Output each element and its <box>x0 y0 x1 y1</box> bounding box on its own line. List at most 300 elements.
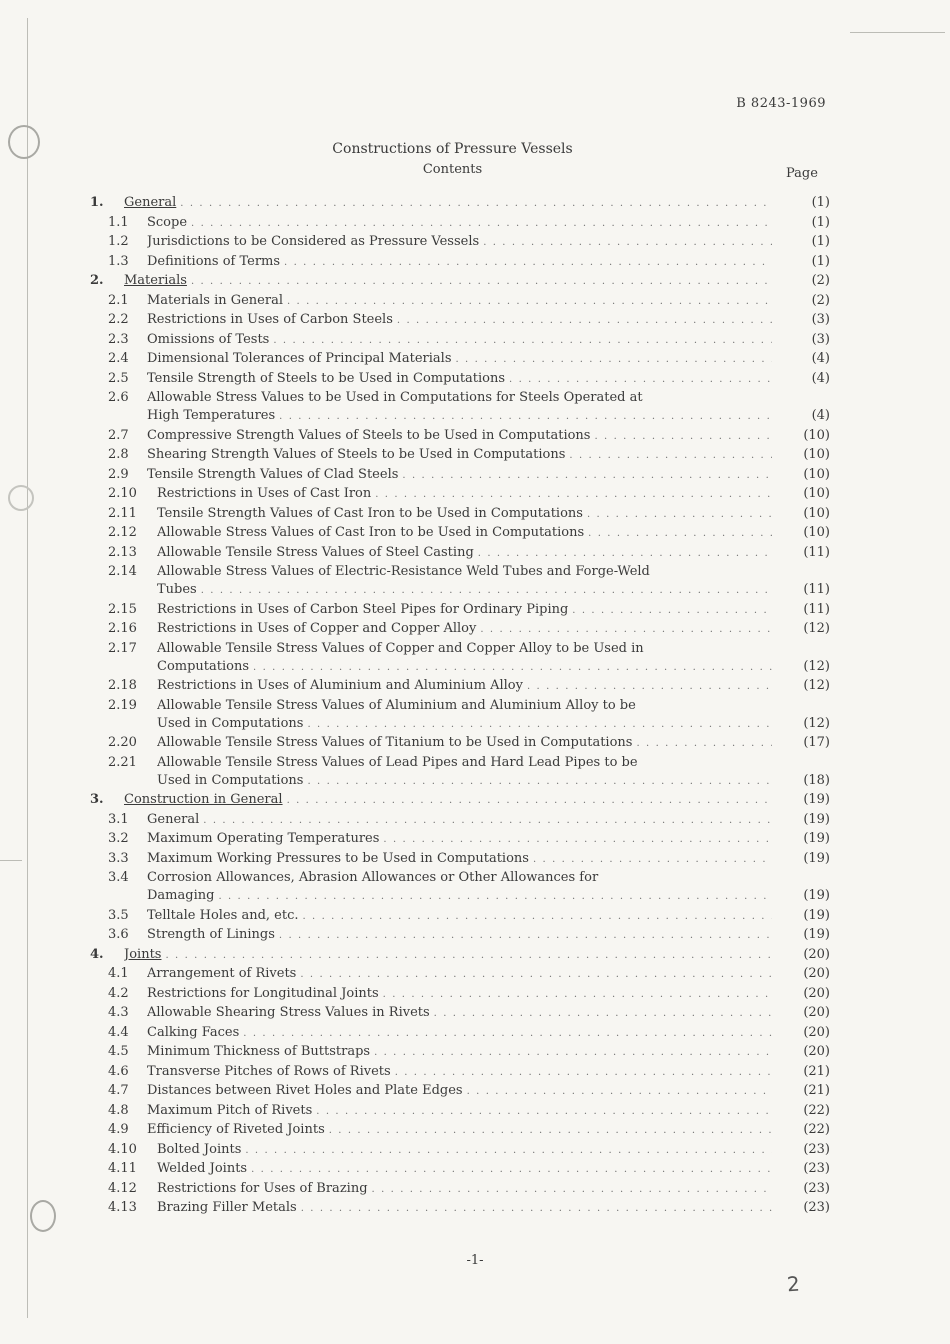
toc-entry-page: (11) <box>803 544 830 560</box>
dot-leader <box>587 505 772 525</box>
dot-leader <box>307 715 772 735</box>
toc-entry-title: Computations <box>157 658 250 674</box>
toc-entry-title: Allowable Tensile Stress Values of Copper and Copper Alloy to be Used in <box>157 640 644 656</box>
toc-entry <box>90 349 830 369</box>
toc-entry-text <box>157 1159 772 1180</box>
toc-entry-title: Strength of Linings <box>147 927 275 942</box>
toc-entry <box>90 600 830 620</box>
toc-entry-number: 4.2 <box>108 985 129 1001</box>
toc-entry-number: 4.6 <box>108 1063 129 1079</box>
toc-entry-title: General <box>147 811 200 827</box>
toc-entry-page: (22) <box>803 1122 830 1137</box>
toc-entry <box>90 1101 830 1121</box>
toc-entry-number: 4.3 <box>108 1005 129 1020</box>
toc-entry-number: 2.1 <box>108 292 129 308</box>
dot-leader <box>483 233 772 253</box>
toc-entry-title: Damaging <box>147 888 215 903</box>
toc-entry <box>90 504 830 524</box>
toc-entry-number: 2.3 <box>108 331 129 347</box>
toc-entry-number: 2.7 <box>108 427 129 443</box>
toc-entry <box>90 1042 830 1062</box>
toc-entry <box>90 1003 830 1023</box>
toc-entry <box>90 829 830 849</box>
toc-entry-text <box>147 388 772 408</box>
toc-entry-number: 3.2 <box>108 831 129 846</box>
toc-entry-page: (12) <box>803 621 830 636</box>
toc-entry <box>90 1081 830 1101</box>
toc-entry-number: 4.7 <box>108 1083 129 1098</box>
dot-leader <box>456 350 773 370</box>
toc-entry-page: (12) <box>803 658 830 674</box>
toc-entry-text <box>147 906 772 927</box>
punch-hole <box>30 1200 56 1232</box>
toc-entry-number: 2.15 <box>108 601 137 617</box>
page-number: -1- <box>466 1253 484 1268</box>
toc-entry <box>90 753 830 771</box>
toc-entry <box>90 291 830 311</box>
toc-entry <box>90 676 830 696</box>
dot-leader <box>300 965 772 985</box>
toc-entry-title: Construction in General <box>124 792 283 807</box>
toc-entry-number: 4.4 <box>108 1024 129 1040</box>
toc-entry-page: (19) <box>803 831 830 846</box>
toc-entry-text <box>124 193 772 214</box>
dot-leader <box>397 311 772 331</box>
toc-entry-number: 3.4 <box>108 870 129 885</box>
toc-entry-number: 2.16 <box>108 621 137 636</box>
toc-entry-title: Restrictions in Uses of Cast Iron <box>157 486 372 501</box>
toc-entry-number: 1.3 <box>108 253 129 269</box>
toc-entry-number: 2.8 <box>108 447 129 462</box>
toc-entry-page: (19) <box>803 792 830 807</box>
toc-entry-number: 4.13 <box>108 1200 137 1215</box>
dot-leader <box>372 1180 772 1200</box>
toc-entry-title: Joints <box>124 946 162 962</box>
toc-entry <box>90 369 830 389</box>
toc-entry-text <box>147 213 772 234</box>
dot-leader <box>165 946 772 966</box>
handwritten-mark: 2 <box>786 1271 801 1297</box>
toc-entry <box>90 964 830 984</box>
toc-entry-page: (22) <box>803 1102 830 1118</box>
toc-entry-number: 2.17 <box>108 640 137 656</box>
toc-entry <box>90 543 830 563</box>
dot-leader <box>374 1043 772 1063</box>
toc-entry-text <box>147 252 772 273</box>
dot-leader <box>588 524 772 544</box>
toc-entry-number: 2.14 <box>108 564 137 579</box>
toc-entry-title: General <box>124 195 177 210</box>
toc-entry-number: 3. <box>90 792 104 807</box>
dot-leader <box>279 926 772 946</box>
toc-section <box>90 945 830 965</box>
toc-entry <box>90 445 830 465</box>
toc-entry-text <box>157 676 772 697</box>
toc-entry-title: Restrictions in Uses of Carbon Steels <box>147 312 393 327</box>
toc-entry-text <box>147 964 772 985</box>
toc-entry <box>90 406 830 426</box>
dot-leader <box>287 292 772 312</box>
scan-artifact-line <box>850 32 945 33</box>
dot-leader <box>636 734 772 754</box>
dot-leader <box>180 194 772 214</box>
toc-entry <box>90 886 830 906</box>
toc-entry-page: (20) <box>803 1044 830 1059</box>
toc-entry-page: (10) <box>803 447 830 462</box>
toc-entry-title: Allowable Tensile Stress Values of Aluminium and Aluminium Alloy to be <box>157 697 636 713</box>
toc-entry-title: Restrictions for Uses of Brazing <box>157 1180 368 1196</box>
toc-entry <box>90 906 830 926</box>
dot-leader <box>251 1160 772 1180</box>
toc-entry-text <box>157 714 772 735</box>
toc-entry-page: (23) <box>803 1141 830 1157</box>
toc-entry-text <box>157 657 772 678</box>
toc-entry-page: (20) <box>803 1005 830 1020</box>
toc-entry-page: (21) <box>803 1063 830 1079</box>
toc-entry-text <box>147 1062 772 1083</box>
toc-entry-text <box>157 771 772 792</box>
dot-leader <box>434 1004 772 1024</box>
toc-entry <box>90 696 830 714</box>
toc-entry-number: 2.5 <box>108 370 129 386</box>
toc-entry-number: 2.13 <box>108 544 137 560</box>
dot-leader <box>191 272 772 292</box>
toc-entry-text <box>147 1101 772 1122</box>
toc-entry-page: (10) <box>803 427 830 443</box>
dot-leader <box>383 830 772 850</box>
toc-entry-text <box>147 369 772 390</box>
toc-entry-text <box>147 310 772 331</box>
toc-entry <box>90 465 830 485</box>
toc-entry-text <box>147 426 772 447</box>
toc-entry <box>90 657 830 677</box>
toc-entry-text <box>157 619 772 640</box>
toc-entry-text <box>157 1179 772 1200</box>
dot-leader <box>467 1082 772 1102</box>
toc-entry-title: Allowable Shearing Stress Values in Rivets <box>147 1005 430 1020</box>
page-column-heading: Page <box>786 166 818 181</box>
toc-entry-page: (3) <box>811 312 830 327</box>
toc-entry <box>90 562 830 580</box>
toc-entry-text <box>124 271 772 292</box>
toc-entry <box>90 984 830 1004</box>
toc-entry <box>90 639 830 657</box>
toc-entry <box>90 1062 830 1082</box>
toc-entry-page: (17) <box>803 735 830 750</box>
toc-entry-page: (23) <box>803 1180 830 1196</box>
toc-entry-title: Allowable Tensile Stress Values of Titanium to be Used in Computations <box>157 735 633 750</box>
toc-entry-text <box>157 562 772 582</box>
toc-entry-text <box>157 753 772 773</box>
document-title: Constructions of Pressure Vessels <box>332 141 573 157</box>
toc-entry-page: (20) <box>803 1024 830 1040</box>
toc-entry-text <box>147 849 772 870</box>
dot-leader <box>303 907 773 927</box>
toc-entry-text <box>157 639 772 659</box>
toc-entry <box>90 733 830 753</box>
toc-entry-text <box>157 1198 772 1219</box>
binder-edge-line <box>27 18 28 1318</box>
toc-entry-page: (10) <box>803 486 830 501</box>
dot-leader <box>572 601 772 621</box>
toc-entry-title: Restrictions in Uses of Aluminium and Aluminium Alloy <box>157 678 523 693</box>
toc-entry-title: Maximum Working Pressures to be Used in Computations <box>147 850 529 866</box>
toc-entry <box>90 925 830 945</box>
toc-entry-number: 3.1 <box>108 811 129 827</box>
toc-entry-title: Telltale Holes and, etc. <box>147 907 299 923</box>
toc-entry-text <box>157 696 772 716</box>
toc-entry-title: Scope <box>147 214 188 230</box>
toc-section <box>90 271 830 291</box>
toc-entry <box>90 619 830 639</box>
toc-entry-title: Tubes <box>157 582 197 597</box>
toc-entry-page: (4) <box>811 370 830 386</box>
toc-entry-title: Tensile Strength Values of Cast Iron to be Used in Computations <box>157 505 583 521</box>
toc-entry-title: Materials <box>124 273 187 288</box>
toc-entry-number: 1. <box>90 195 104 210</box>
toc-entry-number: 2.18 <box>108 678 137 693</box>
toc-entry-title: Calking Faces <box>147 1024 240 1040</box>
toc-entry-title: Shearing Strength Values of Steels to be Used in Computations <box>147 447 566 462</box>
dot-leader <box>569 446 772 466</box>
dot-leader <box>201 581 772 601</box>
toc-entry-number: 2. <box>90 273 104 288</box>
toc-section <box>90 193 830 213</box>
toc-entry-title: Omissions of Tests <box>147 331 270 347</box>
toc-entry-page: (23) <box>803 1200 830 1215</box>
toc-entry-page: (19) <box>803 811 830 827</box>
toc-entry-title: Compressive Strength Values of Steels to be Used in Computations <box>147 427 591 443</box>
toc-entry-page: (11) <box>803 582 830 597</box>
toc-entry-number: 4.12 <box>108 1180 137 1196</box>
dot-leader <box>509 370 772 390</box>
dot-leader <box>307 772 772 792</box>
toc-entry-number: 2.9 <box>108 466 129 482</box>
toc-entry-title: Arrangement of Rivets <box>147 966 297 981</box>
toc-entry-text <box>157 484 772 505</box>
toc-entry-text <box>157 543 772 564</box>
toc-entry <box>90 1198 830 1218</box>
toc-entry-number: 2.19 <box>108 697 137 713</box>
toc-entry <box>90 310 830 330</box>
toc-entry-number: 2.4 <box>108 351 129 366</box>
toc-entry-page: (21) <box>803 1083 830 1098</box>
dot-leader <box>478 544 772 564</box>
toc-entry-text <box>147 1120 772 1141</box>
toc-entry <box>90 810 830 830</box>
toc-entry <box>90 1179 830 1199</box>
dot-leader <box>395 1063 772 1083</box>
toc-entry-text <box>157 580 772 601</box>
toc-entry <box>90 868 830 886</box>
toc-entry-text <box>157 733 772 754</box>
toc-entry-text <box>157 1140 772 1161</box>
toc-entry-number: 4.5 <box>108 1044 129 1059</box>
toc-entry-title: Tensile Strength of Steels to be Used in Computations <box>147 370 506 386</box>
toc-entry <box>90 426 830 446</box>
toc-entry-page: (3) <box>811 331 830 347</box>
toc-entry <box>90 849 830 869</box>
toc-entry-text <box>147 445 772 466</box>
toc-entry-title: Used in Computations <box>157 772 304 788</box>
toc-entry-title: Transverse Pitches of Rows of Rivets <box>147 1063 391 1079</box>
toc-entry-page: (19) <box>803 907 830 923</box>
dot-leader <box>203 811 772 831</box>
toc-entry-title: Definitions of Terms <box>147 253 281 269</box>
dot-leader <box>301 1199 772 1219</box>
toc-entry-title: Minimum Thickness of Buttstraps <box>147 1044 371 1059</box>
toc-entry-number: 3.6 <box>108 927 129 942</box>
toc-entry-title: Corrosion Allowances, Abrasion Allowances or Other Allowances for <box>147 870 599 885</box>
dot-leader <box>279 407 772 427</box>
toc-entry-page: (19) <box>803 888 830 903</box>
table-of-contents <box>90 193 830 1218</box>
dot-leader <box>383 985 772 1005</box>
dot-leader <box>273 331 772 351</box>
toc-entry-title: Restrictions for Longitudinal Joints <box>147 985 379 1001</box>
toc-entry <box>90 330 830 350</box>
toc-entry-text <box>147 829 772 850</box>
dot-leader <box>243 1024 772 1044</box>
toc-entry-text <box>157 504 772 525</box>
toc-entry-number: 4.8 <box>108 1102 129 1118</box>
toc-entry-page: (23) <box>803 1161 830 1176</box>
toc-entry-number: 1.1 <box>108 214 129 230</box>
toc-entry-title: Maximum Operating Temperatures <box>147 831 380 846</box>
toc-entry-number: 1.2 <box>108 234 129 249</box>
toc-entry-page: (2) <box>811 273 830 288</box>
toc-section <box>90 790 830 810</box>
toc-entry-page: (19) <box>803 850 830 866</box>
toc-entry-text <box>147 886 772 907</box>
toc-entry-title: Distances between Rivet Holes and Plate Edges <box>147 1083 463 1098</box>
toc-entry-text <box>147 810 772 831</box>
toc-entry-text <box>157 600 772 621</box>
toc-entry-page: (1) <box>811 195 830 210</box>
dot-leader <box>284 253 772 273</box>
dot-leader <box>191 214 772 234</box>
toc-entry <box>90 580 830 600</box>
toc-entry-text <box>147 232 772 253</box>
toc-entry-page: (1) <box>811 253 830 269</box>
toc-entry-number: 4.1 <box>108 966 129 981</box>
toc-entry-page: (20) <box>803 966 830 981</box>
toc-entry-number: 4.10 <box>108 1141 137 1157</box>
contents-heading: Contents <box>422 162 483 177</box>
toc-entry-title: Allowable Stress Values to be Used in Computations for Steels Operated at <box>147 390 643 405</box>
toc-entry-text <box>147 291 772 312</box>
toc-entry <box>90 1159 830 1179</box>
dot-leader <box>287 791 772 811</box>
dot-leader <box>402 466 772 486</box>
toc-entry <box>90 252 830 272</box>
toc-entry-page: (10) <box>803 466 830 482</box>
toc-entry <box>90 523 830 543</box>
toc-entry-title: Allowable Stress Values of Cast Iron to be Used in Computations <box>157 525 585 540</box>
toc-entry-number: 2.6 <box>108 390 129 405</box>
toc-entry-number: 2.10 <box>108 486 137 501</box>
toc-entry-page: (20) <box>803 946 830 962</box>
toc-entry-title: High Temperatures <box>147 408 276 423</box>
toc-entry-title: Restrictions in Uses of Carbon Steel Pipes for Ordinary Piping <box>157 601 569 617</box>
toc-entry-text <box>147 868 772 888</box>
toc-entry-title: Welded Joints <box>157 1161 248 1176</box>
toc-entry-page: (1) <box>811 214 830 230</box>
toc-entry-title: Allowable Tensile Stress Values of Steel Casting <box>157 544 474 560</box>
toc-entry-text <box>147 349 772 370</box>
toc-entry-page: (11) <box>803 601 830 617</box>
toc-entry-text <box>147 330 772 351</box>
toc-entry-page: (1) <box>811 234 830 249</box>
toc-entry-text <box>147 1042 772 1063</box>
toc-entry-title: Materials in General <box>147 292 283 308</box>
dot-leader <box>594 427 772 447</box>
toc-entry-number: 2.12 <box>108 525 137 540</box>
toc-entry-text <box>147 1003 772 1024</box>
toc-entry-page: (20) <box>803 985 830 1001</box>
toc-entry-text <box>147 1081 772 1102</box>
dot-leader <box>375 485 772 505</box>
toc-entry <box>90 1140 830 1160</box>
toc-entry <box>90 1023 830 1043</box>
toc-entry-page: (12) <box>803 715 830 731</box>
toc-entry-number: 2.20 <box>108 735 137 750</box>
toc-entry-number: 4.11 <box>108 1161 137 1176</box>
toc-entry-page: (4) <box>811 351 830 366</box>
toc-entry-number: 2.11 <box>108 505 137 521</box>
dot-leader <box>527 677 772 697</box>
toc-entry-page: (4) <box>811 408 830 423</box>
toc-entry-title: Bolted Joints <box>157 1141 242 1157</box>
scan-artifact-line <box>0 860 22 861</box>
toc-entry <box>90 714 830 734</box>
toc-entry <box>90 771 830 791</box>
toc-entry <box>90 232 830 252</box>
toc-entry <box>90 1120 830 1140</box>
toc-entry-title: Brazing Filler Metals <box>157 1200 297 1215</box>
dot-leader <box>218 887 772 907</box>
toc-entry-title: Allowable Tensile Stress Values of Lead Pipes and Hard Lead Pipes to be <box>157 754 638 770</box>
toc-entry-number: 4.9 <box>108 1122 129 1137</box>
toc-entry-title: Maximum Pitch of Rivets <box>147 1102 313 1118</box>
punch-hole <box>8 485 34 511</box>
toc-entry-text <box>147 406 772 427</box>
toc-entry-text <box>147 925 772 946</box>
toc-entry-text <box>147 465 772 486</box>
toc-entry-title: Dimensional Tolerances of Principal Materials <box>147 351 452 366</box>
toc-entry-text <box>147 1023 772 1044</box>
toc-entry-title: Tensile Strength Values of Clad Steels <box>147 466 399 482</box>
dot-leader <box>316 1102 772 1122</box>
document-number: B 8243-1969 <box>736 96 826 111</box>
toc-entry-title: Jurisdictions to be Considered as Pressure Vessels <box>147 234 480 249</box>
toc-entry-page: (12) <box>803 678 830 693</box>
toc-entry-title: Used in Computations <box>157 715 304 731</box>
toc-entry-title: Restrictions in Uses of Copper and Copper Alloy <box>157 621 477 636</box>
toc-entry-page: (10) <box>803 505 830 521</box>
toc-entry-number: 3.5 <box>108 907 129 923</box>
toc-entry-page: (10) <box>803 525 830 540</box>
dot-leader <box>245 1141 772 1161</box>
toc-entry-text <box>157 523 772 544</box>
toc-entry-page: (19) <box>803 927 830 942</box>
toc-entry-number: 3.3 <box>108 850 129 866</box>
toc-entry-text <box>124 790 772 811</box>
dot-leader <box>533 850 772 870</box>
dot-leader <box>480 620 772 640</box>
toc-entry-text <box>147 984 772 1005</box>
toc-entry-number: 2.2 <box>108 312 129 327</box>
